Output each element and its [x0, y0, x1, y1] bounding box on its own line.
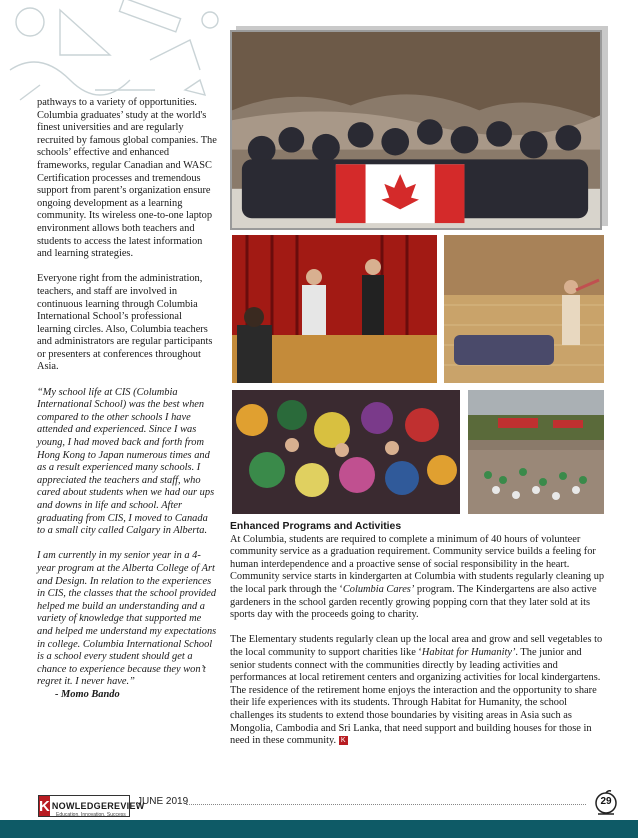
right-text-column — [230, 521, 608, 748]
elementary-paragraph — [230, 634, 608, 747]
issue-date: JUNE 2019 — [137, 796, 189, 807]
group-photo-canada-flag — [230, 30, 602, 230]
para1-text-b: program. The Kindergartens are also active gardeners in the school garden recently growing popping corn that they later sold at its sports day with the proceeds going to charity. — [230, 583, 597, 621]
para2-text-a: The Elementary students regularly clean up the local area and grow and sell vegetables to the local community to support charities like ‘ — [230, 634, 603, 658]
para1-program-name: Columbia Cares’ — [342, 583, 415, 595]
para1-text-a: At Columbia, students are required to complete a minimum of 40 hours of volunteer community service as a graduation requirement. Community service builds a feeling for human interdependence and a proactive sense of social responsibility in the heart. Community service starts in kindergarten at Columbia with students regularly cleaning up the local park through the ‘ — [230, 533, 605, 595]
para2-charity-name: Habitat for Humanity’ — [421, 646, 516, 658]
stage-performance-photo — [232, 235, 437, 383]
footer-divider — [186, 804, 586, 805]
costumed-children-photo — [232, 390, 460, 514]
community-service-paragraph — [230, 534, 608, 622]
page-number-badge — [592, 790, 620, 818]
testimonial-author: - Momo Bando — [55, 688, 120, 700]
sports-day-photo — [468, 390, 604, 514]
testimonial-paragraph-2: I am currently in my senior year in a 4-year program at the Alberta College of Art and Design. In relation to the experiences in CIS, the classes that the school provided helped me build an understanding and a variety of knowledge that supported me and helped me understand my expectations in college. Columbia International School is a school every student should get a chance to experience because they won’t regret it. I never have.” — [37, 550, 217, 688]
logo-letter: K — [39, 797, 50, 815]
para2-text-b: . The junior and senior students connect with the communities directly by leading activities and performances at local retirement centers and organizing activities for local kindergartens. The residence of the retirement home enjoys the interaction and the opportunity to share their life experiences with its students. Through Habitat for Humanity, the school challenges its students to extend those boundaries by visiting areas in Asia such as Mongolia, Cambodia and Sri Lanka, that need support and building houses for those in need in these community. — [230, 646, 601, 747]
left-text-column — [37, 97, 217, 702]
learning-paragraph: Everyone right from the administration, teachers, and staff are involved in continuous learning through Columbia International School’s professional learning circles. Also, Columbia teachers and administrators are regular participants or presenters at conferences throughout Asia. — [37, 273, 213, 373]
section-heading: Enhanced Programs and Activities — [230, 521, 402, 532]
gym-event-photo — [444, 235, 604, 383]
intro-paragraph: pathways to a variety of opportunities. Columbia graduates’ study at the world's finest universities and are regularly recruited by famous global companies. The schools’ effective and enhanced frameworks, regular Canadian and WASC Certification processes and tremendous support from parent’s organization ensure ongoing development as a learning community. Its wireless one-to-one laptop environment allows both teachers and students to access the latest information and learning strategies. — [37, 97, 217, 260]
footer-bar — [0, 820, 638, 838]
testimonial-paragraph-1: “My school life at CIS (Columbia International School) was the best when compared to the other schools I have attended and experienced. Since I was young, I had moved back and forth from Hong Kong to Japan numerous times and as a result experienced many schools. I appreciated the teachers and staff, who cared about students when we had our ups and downs in life and school. After graduating from CIS, I moved to Canada to a small city called Calgary in Alberta. — [37, 386, 215, 537]
logo-name: NOWLEDGEREVIEW — [51, 801, 145, 811]
page-number: 29 — [600, 796, 612, 807]
end-of-article-mark: K — [339, 736, 348, 745]
logo-tagline: Education. Innovation. Success — [56, 812, 126, 818]
